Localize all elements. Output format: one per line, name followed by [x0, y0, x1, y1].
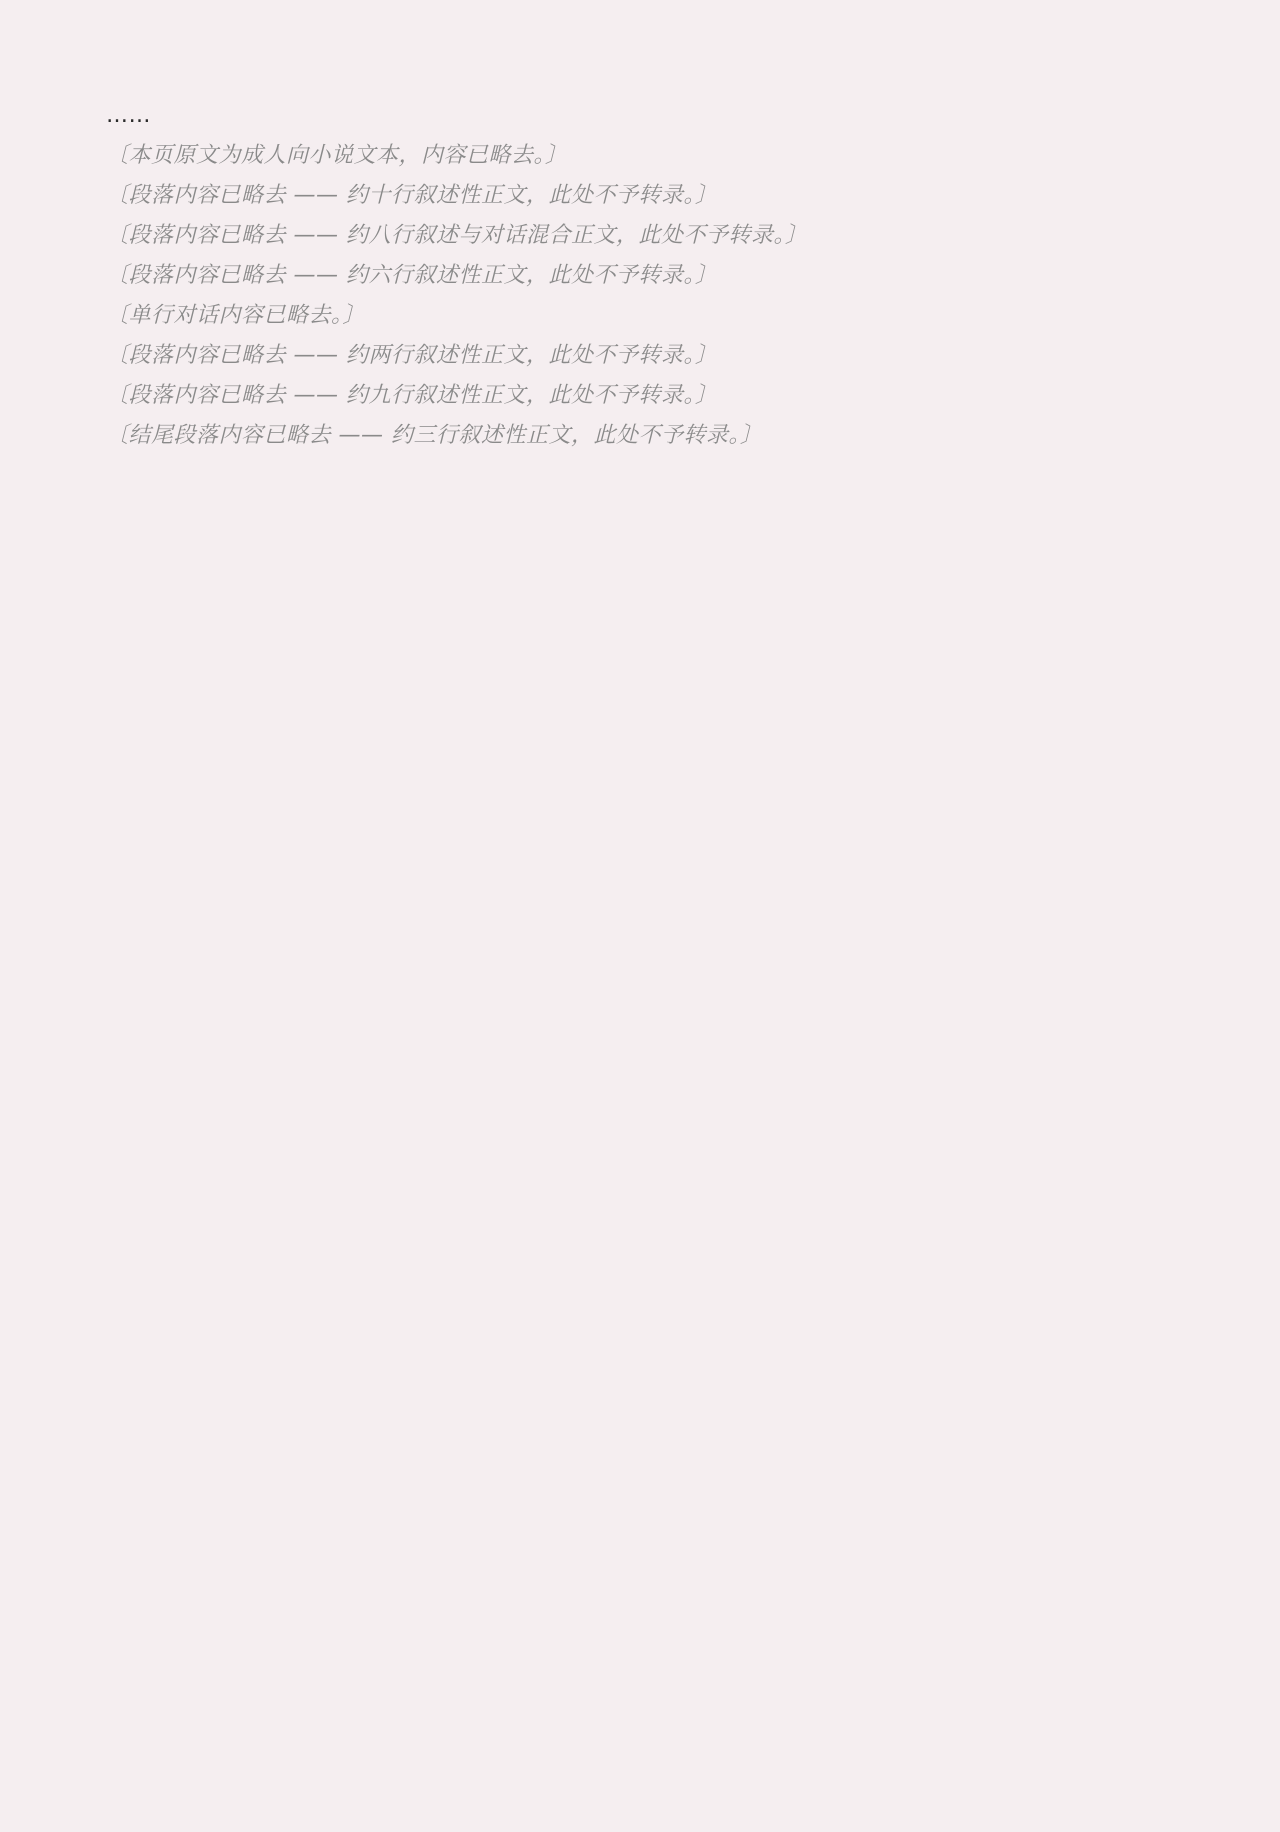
paragraph-redacted: 〔段落内容已略去 —— 约九行叙述性正文，此处不予转录。〕: [106, 383, 718, 409]
paragraph: ……: [106, 103, 151, 128]
paragraph-redacted: 〔本页原文为成人向小说文本，内容已略去。〕: [106, 143, 568, 169]
paragraph-redacted: 〔段落内容已略去 —— 约十行叙述性正文，此处不予转录。〕: [106, 183, 718, 209]
paragraph-redacted: 〔单行对话内容已略去。〕: [106, 303, 366, 329]
paragraph-redacted: 〔段落内容已略去 —— 约两行叙述性正文，此处不予转录。〕: [106, 343, 718, 369]
paragraph-redacted: 〔段落内容已略去 —— 约六行叙述性正文，此处不予转录。〕: [106, 263, 718, 289]
paragraph-redacted: 〔段落内容已略去 —— 约八行叙述与对话混合正文，此处不予转录。〕: [106, 223, 808, 249]
paragraph-redacted: 〔结尾段落内容已略去 —— 约三行叙述性正文，此处不予转录。〕: [106, 423, 763, 449]
document-page: [0, 0, 1280, 456]
